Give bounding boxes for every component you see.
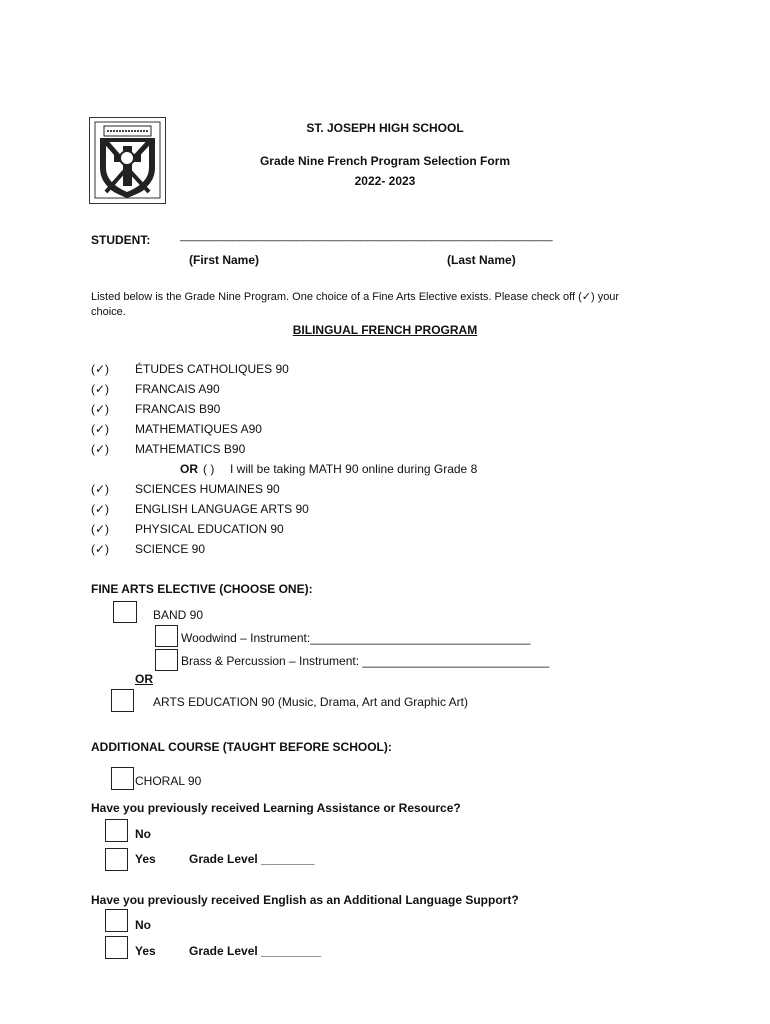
fine-arts-or: OR: [135, 672, 153, 686]
program-heading: BILINGUAL FRENCH PROGRAM: [292, 323, 478, 337]
check-mark: (✓): [91, 542, 110, 556]
check-mark: (✓): [91, 502, 110, 516]
band-checkbox[interactable]: [113, 601, 137, 623]
choral-checkbox[interactable]: [111, 767, 134, 790]
course-item: MATHEMATICS B90: [135, 442, 246, 456]
check-mark: (✓): [91, 422, 110, 436]
brass-label: Brass & Percussion – Instrument: ____________________________: [181, 654, 550, 668]
course-item: ENGLISH LANGUAGE ARTS 90: [135, 502, 309, 516]
student-name-line[interactable]: ________________________________________________________________: [180, 230, 553, 242]
course-item: ÉTUDES CATHOLIQUES 90: [135, 362, 289, 376]
eal-grade-level[interactable]: Grade Level _________: [189, 944, 322, 958]
check-mark: (✓): [91, 482, 110, 496]
eal-yes-checkbox[interactable]: [105, 936, 128, 959]
course-item: FRANCAIS B90: [135, 402, 221, 416]
first-name-label: (First Name): [189, 253, 260, 267]
or-label: OR: [180, 462, 198, 476]
check-mark: (✓): [91, 362, 110, 376]
la-yes-label: Yes: [135, 852, 156, 866]
additional-heading: ADDITIONAL COURSE (TAUGHT BEFORE SCHOOL):: [91, 740, 392, 754]
eal-no-label: No: [135, 918, 151, 932]
student-label: STUDENT:: [91, 233, 151, 247]
la-no-checkbox[interactable]: [105, 819, 128, 842]
eal-question: Have you previously received English as an Additional Language Support?: [91, 893, 519, 907]
arts-ed-label: ARTS EDUCATION 90 (Music, Drama, Art and Graphic Art): [153, 695, 468, 709]
school-name: ST. JOSEPH HIGH SCHOOL: [306, 121, 464, 135]
intro-text-line2: choice.: [91, 306, 126, 318]
la-yes-checkbox[interactable]: [105, 848, 128, 871]
school-year: 2022- 2023: [354, 174, 416, 188]
band-label: BAND 90: [153, 608, 204, 622]
check-mark: (✓): [91, 442, 110, 456]
check-mark: (✓): [91, 522, 110, 536]
arts-ed-checkbox[interactable]: [111, 689, 134, 712]
woodwind-checkbox[interactable]: [155, 625, 178, 647]
eal-no-checkbox[interactable]: [105, 909, 128, 932]
learning-assistance-question: Have you previously received Learning Assistance or Resource?: [91, 801, 461, 815]
course-item: SCIENCE 90: [135, 542, 206, 556]
math-online-checkbox[interactable]: ( ): [203, 462, 215, 476]
brass-checkbox[interactable]: [155, 649, 178, 671]
course-item: FRANCAIS A90: [135, 382, 220, 396]
la-no-label: No: [135, 827, 151, 841]
course-item: MATHEMATIQUES A90: [135, 422, 262, 436]
fine-arts-heading: FINE ARTS ELECTIVE (CHOOSE ONE):: [91, 582, 313, 596]
eal-yes-label: Yes: [135, 944, 156, 958]
la-grade-level[interactable]: Grade Level ________: [189, 852, 315, 866]
woodwind-label: Woodwind – Instrument:_________________________________: [181, 631, 531, 645]
choral-label: CHORAL 90: [135, 774, 202, 788]
course-item: SCIENCES HUMAINES 90: [135, 482, 280, 496]
intro-text-line1: Listed below is the Grade Nine Program. One choice of a Fine Arts Elective exists. Please check off (✓) your: [91, 291, 620, 303]
last-name-label: (Last Name): [447, 253, 516, 267]
check-mark: (✓): [91, 382, 110, 396]
check-mark: (✓): [91, 402, 110, 416]
form-title: Grade Nine French Program Selection Form: [259, 154, 511, 168]
math-online-text: I will be taking MATH 90 online during Grade 8: [230, 462, 478, 476]
course-item: PHYSICAL EDUCATION 90: [135, 522, 284, 536]
